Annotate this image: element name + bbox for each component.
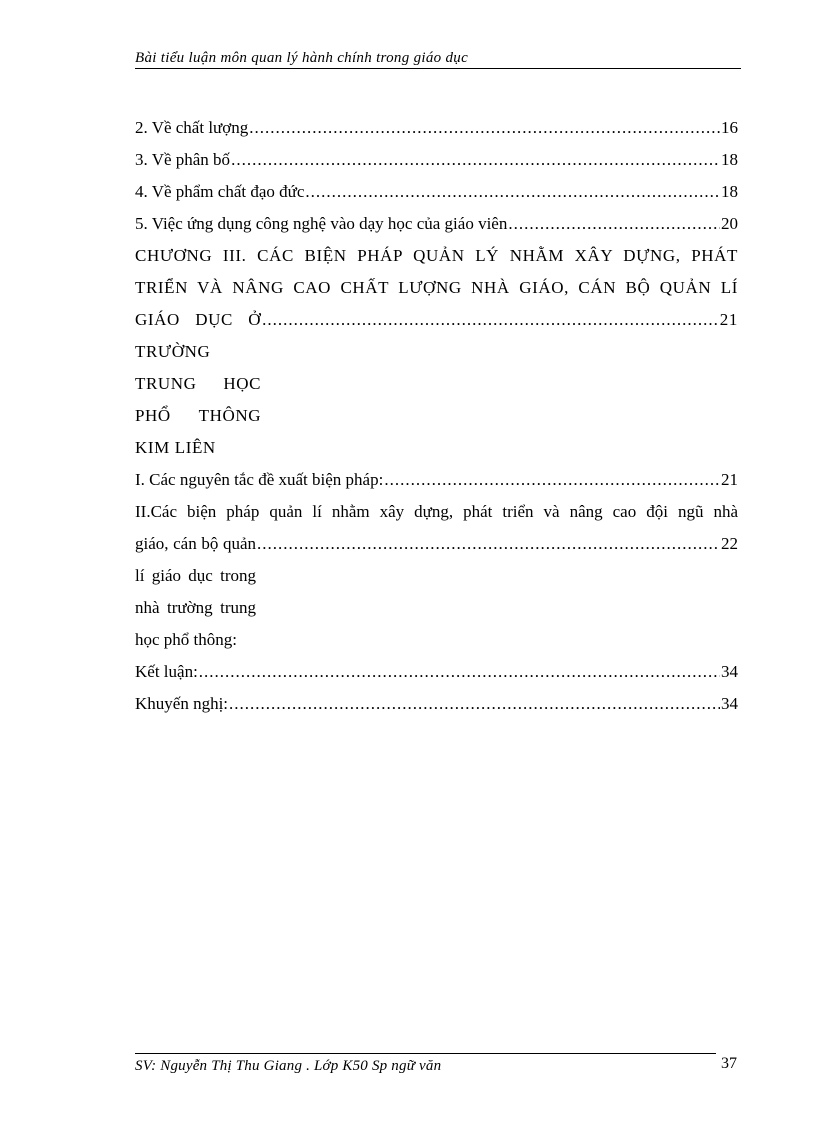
toc-chapter-line-text: GIÁO DỤC Ở TRƯỜNG TRUNG HỌC PHỔ THÔNG KIM LIÊN — [135, 310, 262, 457]
toc-leader-dots — [229, 688, 720, 720]
toc-entry[interactable] — [135, 176, 738, 208]
toc-entry-page: 21 — [719, 310, 738, 329]
toc-entry[interactable] — [135, 208, 738, 240]
toc-entry[interactable] — [135, 464, 738, 496]
toc-entry-text: 5. Việc ứng dụng công nghệ vào dạy học của giáo viên — [135, 214, 508, 233]
footer-divider — [135, 1053, 716, 1054]
header-divider — [135, 68, 741, 69]
toc-chapter-line — [135, 304, 738, 464]
toc-leader-dots — [262, 304, 719, 336]
toc-entry-page: 18 — [721, 150, 738, 169]
toc-entry-text: I. Các nguyên tắc đề xuất biện pháp: — [135, 470, 384, 489]
toc-entry-line — [135, 528, 738, 656]
toc-chapter-line: TRIỂN VÀ NÂNG CAO CHẤT LƯỢNG NHÀ GIÁO, CÁN BỘ QUẢN LÍ — [135, 278, 738, 297]
page-footer: SV: Nguyễn Thị Thu Giang . Lớp K50 Sp ngữ văn — [135, 1058, 442, 1074]
toc-entry-page: 18 — [721, 182, 738, 201]
toc-entry-page: 21 — [721, 470, 738, 489]
toc-entry[interactable] — [135, 112, 738, 144]
toc-leader-dots — [231, 144, 720, 176]
toc-entry-text: 3. Về phân bố — [135, 150, 231, 169]
toc-entry-line-text: giáo, cán bộ quản lí giáo dục trong nhà trường trung học phổ thông: — [135, 534, 257, 649]
toc-entry[interactable] — [135, 688, 738, 720]
toc-chapter-line: CHƯƠNG III. CÁC BIỆN PHÁP QUẢN LÝ NHẰM XÂY DỰNG, PHÁT — [135, 246, 738, 265]
table-of-contents — [135, 112, 738, 720]
toc-entry-page: 20 — [721, 214, 738, 233]
toc-entry-text: Khuyến nghị: — [135, 694, 229, 713]
toc-entry-text: Kết luận: — [135, 662, 198, 681]
toc-entry-page: 16 — [721, 118, 738, 137]
toc-entry-line: II.Các biện pháp quản lí nhằm xây dựng, phát triển và nâng cao đội ngũ nhà — [135, 502, 738, 521]
toc-entry-text: 4. Về phẩm chất đạo đức — [135, 182, 305, 201]
page-number: 37 — [721, 1055, 737, 1072]
toc-entry-page: 22 — [721, 534, 738, 553]
toc-entry-text: 2. Về chất lượng — [135, 118, 249, 137]
toc-entry-multiline[interactable] — [135, 496, 738, 656]
toc-leader-dots — [508, 208, 720, 240]
toc-chapter-entry[interactable] — [135, 240, 738, 464]
toc-leader-dots — [199, 656, 720, 688]
toc-entry[interactable] — [135, 144, 738, 176]
toc-leader-dots — [257, 528, 720, 560]
toc-entry[interactable] — [135, 656, 738, 688]
toc-entry-page: 34 — [721, 694, 738, 713]
toc-entry-page: 34 — [721, 662, 738, 681]
page-header: Bài tiểu luận môn quan lý hành chính trong giáo dục — [135, 50, 469, 66]
toc-leader-dots — [305, 176, 720, 208]
toc-leader-dots — [384, 464, 720, 496]
toc-leader-dots — [249, 112, 720, 144]
